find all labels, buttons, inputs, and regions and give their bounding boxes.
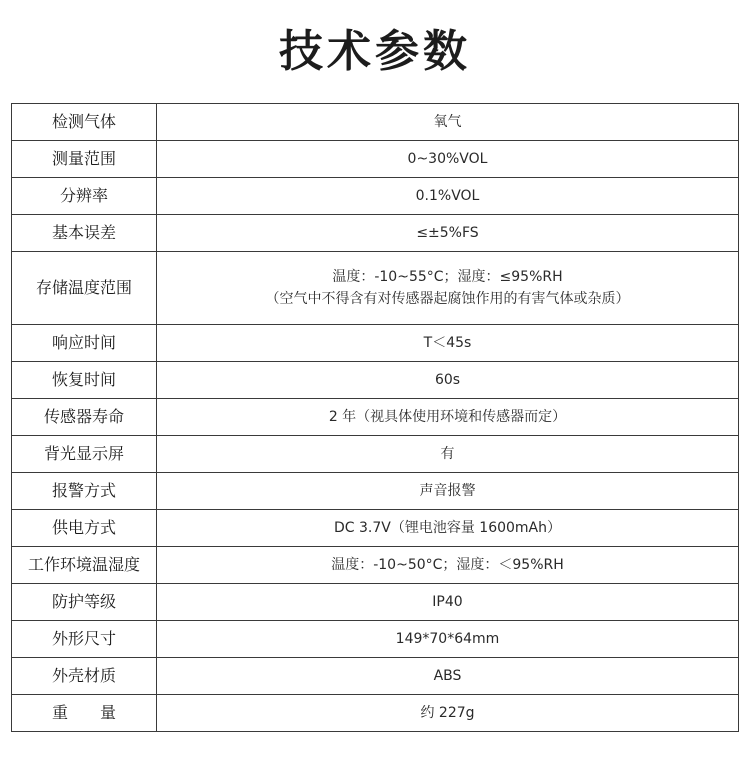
- param-name: 外形尺寸: [12, 621, 157, 658]
- param-name: 背光显示屏: [12, 436, 157, 473]
- table-row: [12, 399, 739, 436]
- param-value: 氧气: [157, 104, 739, 141]
- param-name: 恢复时间: [12, 362, 157, 399]
- param-name: 报警方式: [12, 473, 157, 510]
- spec-table: [11, 103, 739, 732]
- param-value: 声音报警: [157, 473, 739, 510]
- param-name: 响应时间: [12, 325, 157, 362]
- param-name: 传感器寿命: [12, 399, 157, 436]
- table-row: [12, 621, 739, 658]
- param-value: 2 年（视具体使用环境和传感器而定）: [157, 399, 739, 436]
- param-value: ≤±5%FS: [157, 215, 739, 252]
- param-value: 0.1%VOL: [157, 178, 739, 215]
- param-name: 分辨率: [12, 178, 157, 215]
- param-value: DC 3.7V（锂电池容量 1600mAh）: [157, 510, 739, 547]
- param-value: [157, 252, 739, 325]
- param-name: 工作环境温湿度: [12, 547, 157, 584]
- table-row: [12, 178, 739, 215]
- table-row: [12, 547, 739, 584]
- param-name: 供电方式: [12, 510, 157, 547]
- param-name: 重 量: [12, 695, 157, 732]
- param-value: 有: [157, 436, 739, 473]
- param-value: 0~30%VOL: [157, 141, 739, 178]
- table-row: [12, 104, 739, 141]
- table-row: [12, 252, 739, 325]
- param-name: 防护等级: [12, 584, 157, 621]
- value-line: 温度：-10~55°C；湿度：≤95%RH: [332, 269, 563, 285]
- param-value: IP40: [157, 584, 739, 621]
- param-name: 外壳材质: [12, 658, 157, 695]
- table-row: [12, 695, 739, 732]
- param-value: ABS: [157, 658, 739, 695]
- param-value: 149*70*64mm: [157, 621, 739, 658]
- table-row: [12, 325, 739, 362]
- param-value: 温度：-10~50°C；湿度：＜95%RH: [157, 547, 739, 584]
- value-note: （空气中不得含有对传感器起腐蚀作用的有害气体或杂质）: [265, 291, 630, 307]
- param-name: 基本误差: [12, 215, 157, 252]
- table-row: [12, 473, 739, 510]
- table-row: [12, 658, 739, 695]
- table-row: [12, 362, 739, 399]
- page-title: 技术参数: [279, 26, 471, 77]
- param-name: 测量范围: [12, 141, 157, 178]
- table-row: [12, 584, 739, 621]
- param-name: 存储温度范围: [12, 252, 157, 325]
- param-value: 约 227g: [157, 695, 739, 732]
- table-row: [12, 141, 739, 178]
- table-row: [12, 510, 739, 547]
- param-value: 60s: [157, 362, 739, 399]
- param-name: 检测气体: [12, 104, 157, 141]
- table-row: [12, 436, 739, 473]
- table-row: [12, 215, 739, 252]
- param-value: T＜45s: [157, 325, 739, 362]
